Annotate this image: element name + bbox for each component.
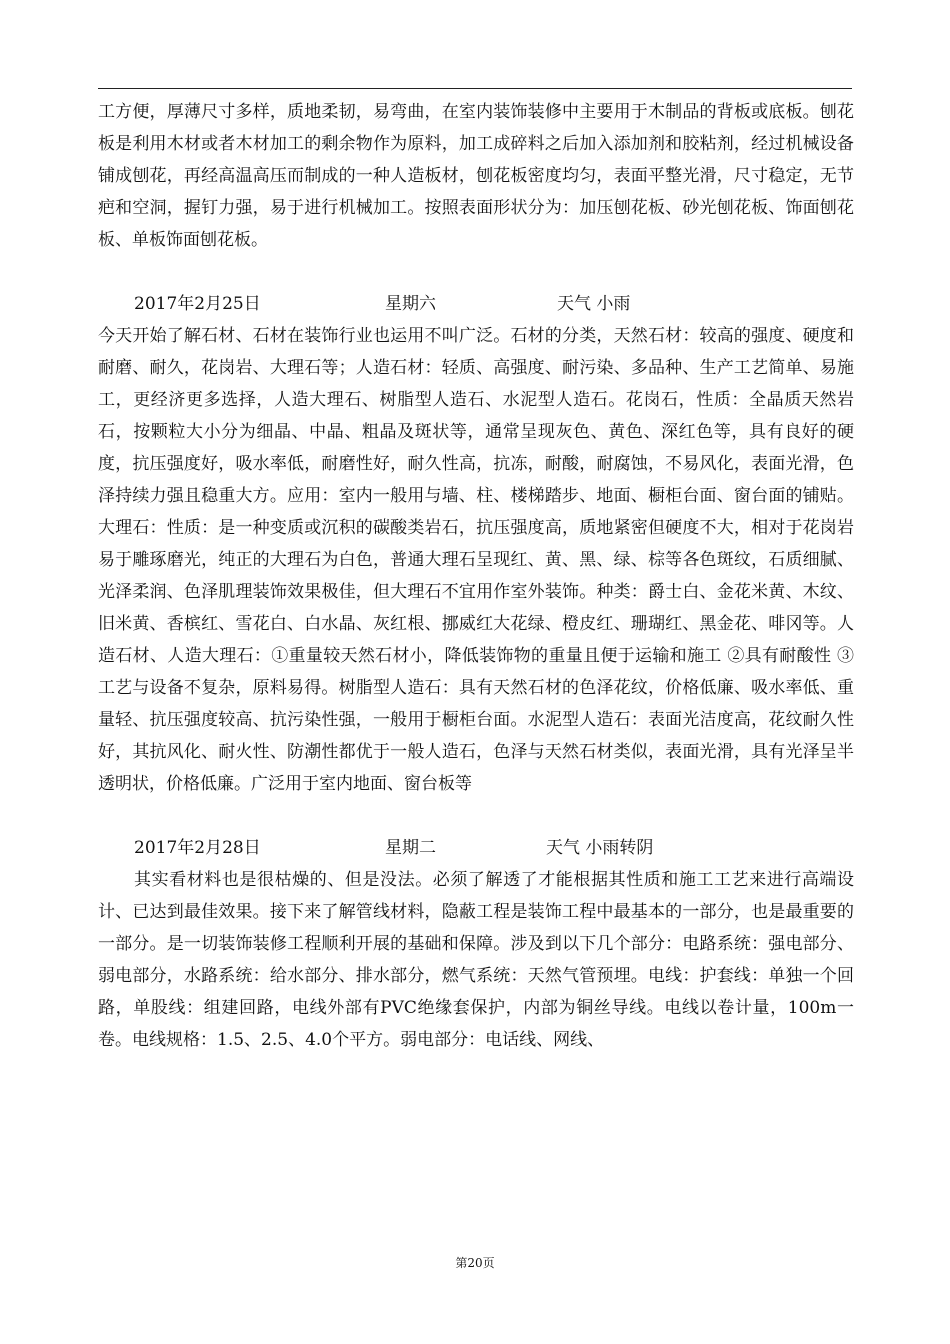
spacer (98, 800, 854, 832)
entry-weather: 天气 小雨转阴 (546, 838, 654, 858)
entry-date: 2017年2月25日 (134, 294, 261, 314)
diary-entry-header-2 (98, 832, 854, 864)
continued-paragraph: 工方便，厚薄尺寸多样，质地柔韧，易弯曲，在室内装饰装修中主要用于木制品的背板或底板。刨花板是利用木材或者木材加工的剩余物作为原料，加工成碎料之后加入添加剂和胶粘剂，经过机械设备铺成刨花，再经高温高压而制成的一种人造板材，刨花板密度均匀，表面平整光滑，尺寸稳定，无节疤和空洞，握钉力强，易于进行机械加工。按照表面形状分为：加压刨花板、砂光刨花板、饰面刨花板、单板饰面刨花板。 (98, 102, 854, 250)
header-rule (98, 88, 852, 89)
entry-weekday: 星期六 (385, 294, 436, 314)
diary-entry-body-1: 今天开始了解石材、石材在装饰行业也运用不叫广泛。石材的分类，天然石材：较高的强度、硬度和耐磨、耐久，花岗岩、大理石等；人造石材：轻质、高强度、耐污染、多品种、生产工艺简单、易施工，更经济更多选择，人造大理石、树脂型人造石、水泥型人造石。花岗石，性质：全晶质天然岩石，按颗粒大小分为细晶、中晶、粗晶及斑状等，通常呈现灰色、黄色、深红色等，具有良好的硬度，抗压强度好，吸水率低，耐磨性好，耐久性高，抗冻，耐酸，耐腐蚀，不易风化，表面光滑，色泽持续力强且稳重大方。应用：室内一般用与墙、柱、楼梯踏步、地面、橱柜台面、窗台面的铺贴。大理石：性质：是一种变质或沉积的碳酸类岩石，抗压强度高，质地紧密但硬度不大，相对于花岗岩易于雕琢磨光，纯正的大理石为白色，普通大理石呈现红、黄、黑、绿、棕等各色斑纹，石质细腻、光泽柔润、色泽肌理装饰效果极佳，但大理石不宜用作室外装饰。种类：爵士白、金花米黄、木纹、旧米黄、香槟红、雪花白、白水晶、灰红根、挪威红大花绿、橙皮红、珊瑚红、黑金花、啡冈等。人造石材、人造大理石：①重量较天然石材小，降低装饰物的重量且便于运输和施工 ②具有耐酸性 ③工艺与设备不复杂，原料易得。树脂型人造石：具有天然石材的色泽花纹，价格低廉、吸水率低、重量轻、抗压强度较高、抗污染性强，一般用于橱柜台面。水泥型人造石：表面光洁度高，花纹耐久性好，其抗风化、耐火性、防潮性都优于一般人造石，色泽与天然石材类似，表面光滑，具有光泽呈半透明状，价格低廉。广泛用于室内地面、窗台板等 (98, 326, 854, 794)
page-number: 第20页 (455, 1256, 495, 1270)
document-page (98, 96, 854, 1056)
entry-date: 2017年2月28日 (134, 838, 261, 858)
spacer (98, 256, 854, 288)
diary-entry-body-2: 其实看材料也是很枯燥的、但是没法。必须了解透了才能根据其性质和施工工艺来进行高端设计、已达到最佳效果。接下来了解管线材料，隐蔽工程是装饰工程中最基本的一部分，也是最重要的一部分。是一切装饰装修工程顺利开展的基础和保障。涉及到以下几个部分：电路系统：强电部分、弱电部分，水路系统：给水部分、排水部分，燃气系统：天然气管预埋。电线：护套线：单独一个回路，单股线：组建回路，电线外部有PVC绝缘套保护，内部为铜丝导线。电线以卷计量，100m一卷。电线规格：1.5、2.5、4.0个平方。弱电部分：电话线、网线、 (98, 870, 854, 1050)
entry-weekday: 星期二 (385, 838, 436, 858)
diary-entry-header-1 (98, 288, 854, 320)
entry-weather: 天气 小雨 (557, 294, 631, 314)
